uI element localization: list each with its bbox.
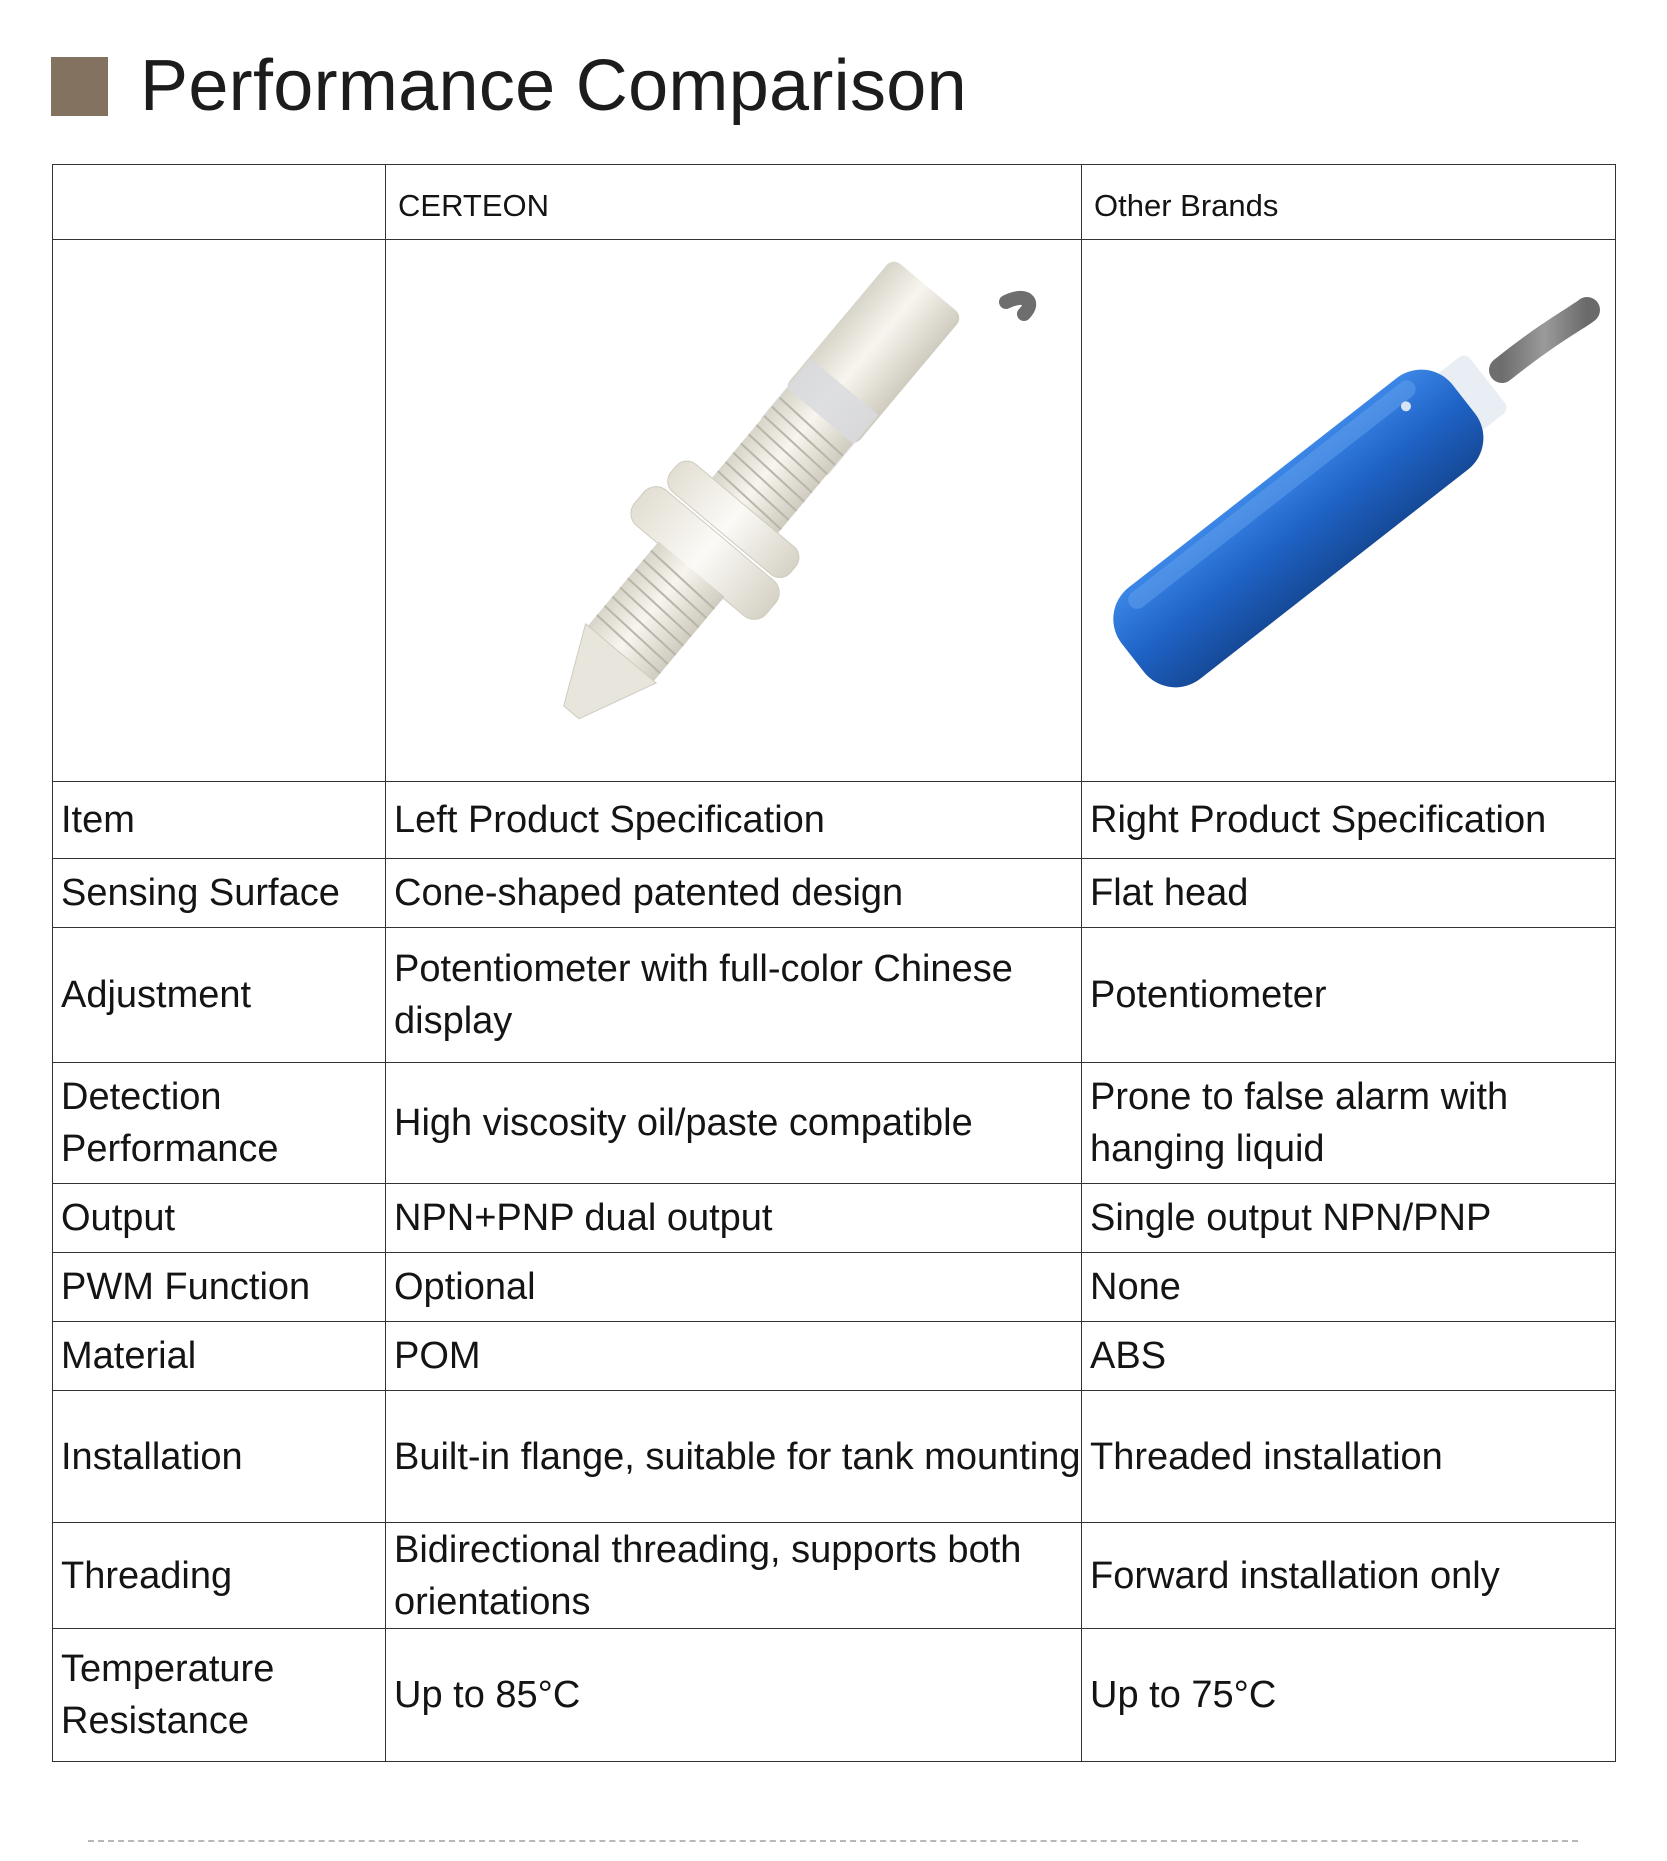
right-spec-header-cell: Right Product Specification bbox=[1082, 782, 1616, 859]
item-cell: Output bbox=[53, 1184, 386, 1253]
left-value-cell: Potentiometer with full-color Chinese display bbox=[386, 928, 1082, 1063]
table-row bbox=[53, 859, 1616, 928]
right-product-image-cell bbox=[1082, 240, 1616, 782]
left-spec-header-cell: Left Product Specification bbox=[386, 782, 1082, 859]
table-row bbox=[53, 1063, 1616, 1184]
brand-certeon: CERTEON bbox=[386, 165, 1082, 240]
right-value-cell: ABS bbox=[1082, 1322, 1616, 1391]
right-value-cell: None bbox=[1082, 1253, 1616, 1322]
right-value-cell: Up to 75°C bbox=[1082, 1629, 1616, 1762]
table-row bbox=[53, 1253, 1616, 1322]
page-header bbox=[51, 46, 967, 126]
item-header-cell: Item bbox=[53, 782, 386, 859]
brand-header-empty-cell bbox=[53, 165, 386, 240]
title-accent-square bbox=[51, 57, 108, 116]
right-value-cell: Potentiometer bbox=[1082, 928, 1616, 1063]
image-row bbox=[53, 240, 1616, 782]
left-value-cell: High viscosity oil/paste compatible bbox=[386, 1063, 1082, 1184]
item-cell: Threading bbox=[53, 1523, 386, 1629]
footer-dashed-divider bbox=[88, 1840, 1578, 1842]
table-row bbox=[53, 1322, 1616, 1391]
right-value-cell: Single output NPN/PNP bbox=[1082, 1184, 1616, 1253]
right-product-photo bbox=[1082, 240, 1614, 780]
left-value-cell: NPN+PNP dual output bbox=[386, 1184, 1082, 1253]
left-value-cell: Bidirectional threading, supports both orientations bbox=[386, 1523, 1082, 1629]
right-value-cell: Flat head bbox=[1082, 859, 1616, 928]
brand-other: Other Brands bbox=[1082, 165, 1616, 240]
image-row-empty-cell bbox=[53, 240, 386, 782]
item-cell: Temperature Resistance bbox=[53, 1629, 386, 1762]
brand-header-row bbox=[53, 165, 1616, 240]
left-value-cell: Built-in flange, suitable for tank mounting bbox=[386, 1391, 1082, 1523]
table-row bbox=[53, 1391, 1616, 1523]
page-title: Performance Comparison bbox=[140, 46, 967, 126]
left-product-image-cell bbox=[386, 240, 1082, 782]
right-value-cell: Prone to false alarm with hanging liquid bbox=[1082, 1063, 1616, 1184]
left-product-photo bbox=[386, 240, 1080, 780]
left-value-cell: Optional bbox=[386, 1253, 1082, 1322]
right-value-cell: Threaded installation bbox=[1082, 1391, 1616, 1523]
spec-header-row bbox=[53, 782, 1616, 859]
item-cell: Sensing Surface bbox=[53, 859, 386, 928]
left-value-cell: POM bbox=[386, 1322, 1082, 1391]
left-value-cell: Cone-shaped patented design bbox=[386, 859, 1082, 928]
table-row bbox=[53, 1629, 1616, 1762]
item-cell: Installation bbox=[53, 1391, 386, 1523]
table-row bbox=[53, 1523, 1616, 1629]
item-cell: Adjustment bbox=[53, 928, 386, 1063]
table-row bbox=[53, 1184, 1616, 1253]
right-value-cell: Forward installation only bbox=[1082, 1523, 1616, 1629]
item-cell: PWM Function bbox=[53, 1253, 386, 1322]
table-row bbox=[53, 928, 1616, 1063]
item-cell: Material bbox=[53, 1322, 386, 1391]
left-value-cell: Up to 85°C bbox=[386, 1629, 1082, 1762]
comparison-table bbox=[52, 164, 1616, 1762]
item-cell: Detection Performance bbox=[53, 1063, 386, 1184]
